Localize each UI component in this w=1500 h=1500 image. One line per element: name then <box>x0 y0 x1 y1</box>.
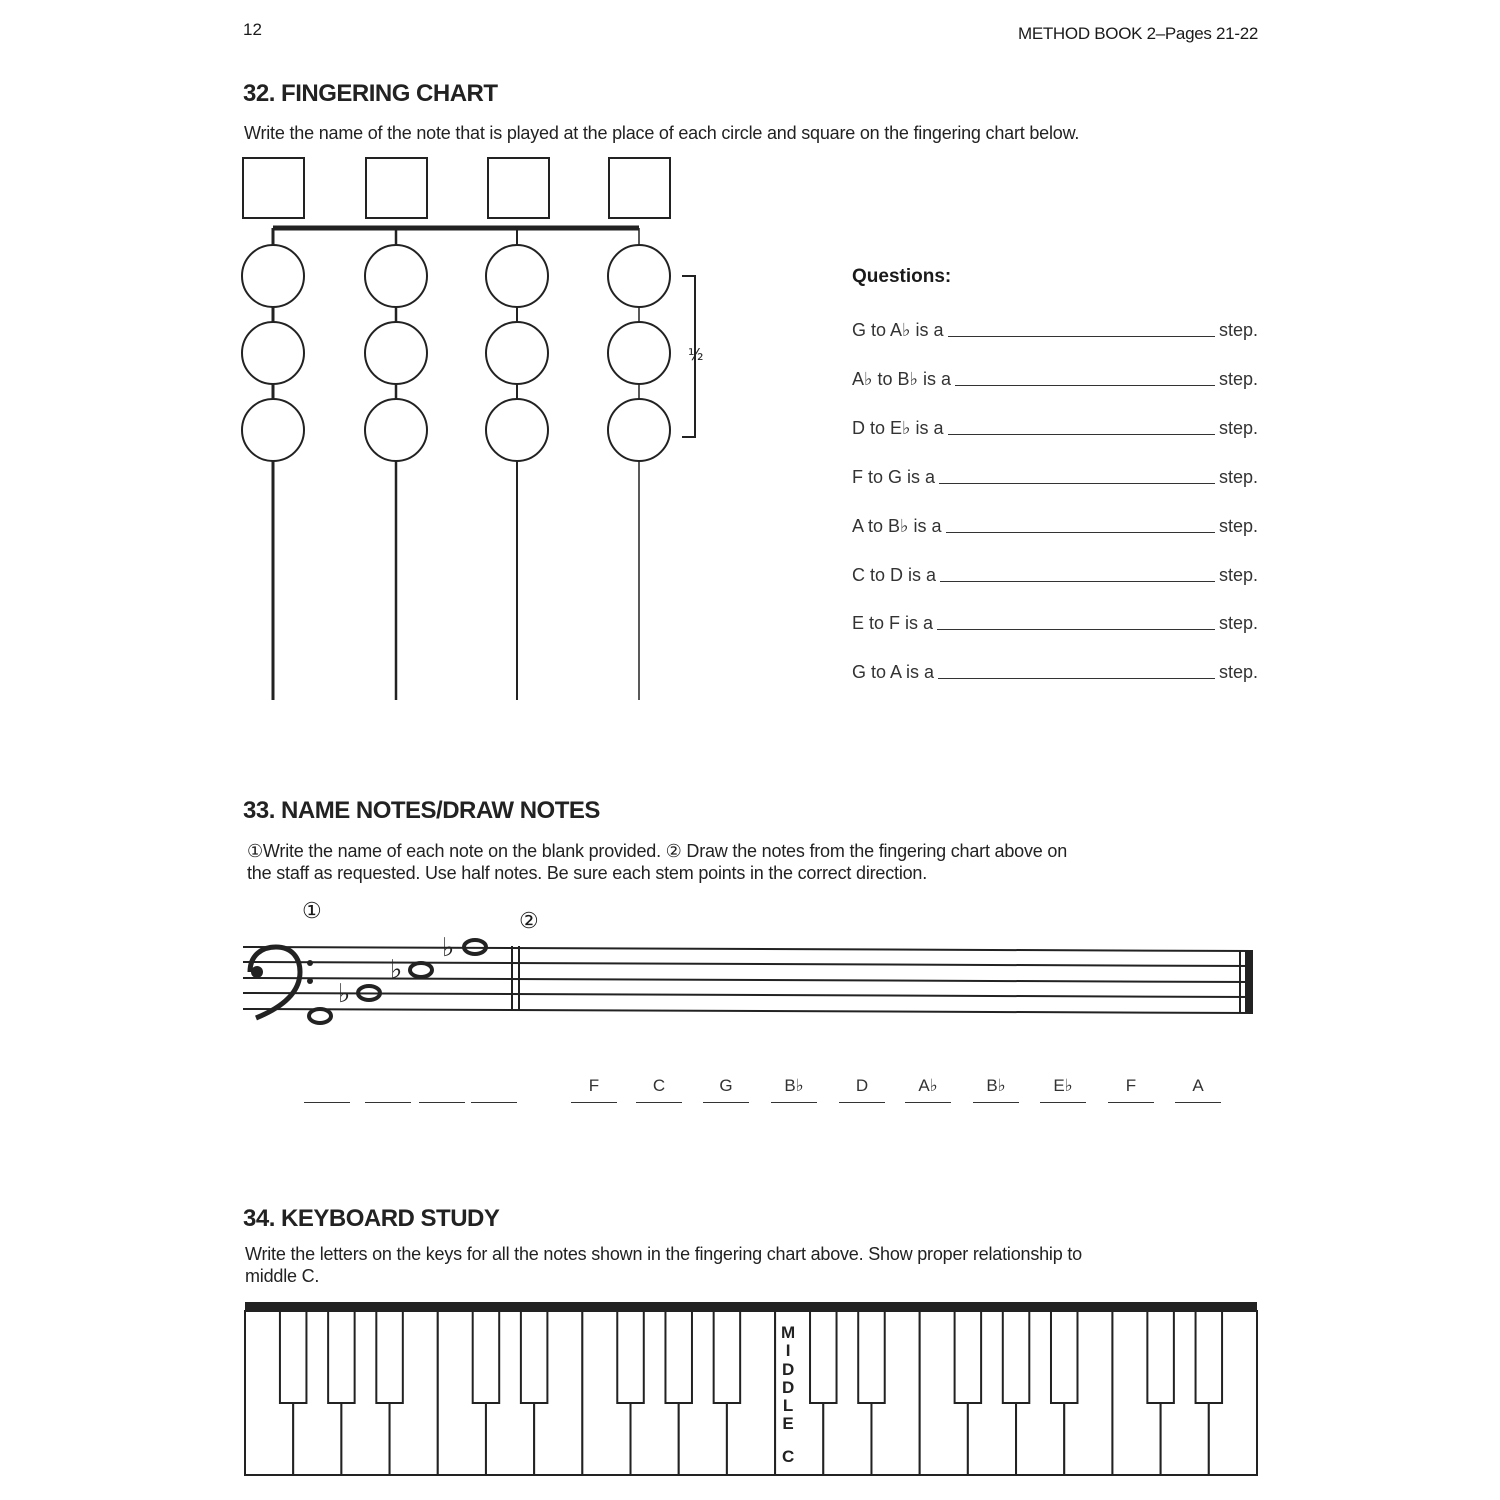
black-key[interactable] <box>1051 1311 1078 1403</box>
section-34-instruction-line2: middle C. <box>245 1266 320 1286</box>
part-2-marker: ② <box>519 908 539 933</box>
page-number: 12 <box>243 20 262 39</box>
section-32-title: 32. FINGERING CHART <box>243 80 498 107</box>
black-key[interactable] <box>714 1311 741 1403</box>
black-key[interactable] <box>376 1311 403 1403</box>
black-key[interactable] <box>617 1311 644 1403</box>
part-1-marker: ① <box>302 898 322 923</box>
requested-note-label: G <box>703 1076 749 1103</box>
middle-c-label-letter: D <box>781 1360 795 1379</box>
requested-note-label: F <box>571 1076 617 1103</box>
black-key[interactable] <box>665 1311 692 1403</box>
question-prompt: A♭ to B♭ is a <box>852 369 952 389</box>
requested-note-label: E♭ <box>1040 1076 1086 1103</box>
black-key[interactable] <box>858 1311 885 1403</box>
question-suffix: step. <box>1218 613 1258 633</box>
svg-text:♭: ♭ <box>390 955 403 985</box>
middle-c-label-letter: D <box>781 1378 795 1397</box>
black-key[interactable] <box>810 1311 837 1403</box>
question-suffix: step. <box>1218 320 1258 340</box>
question-suffix: step. <box>1218 662 1258 682</box>
question-suffix: step. <box>1218 467 1258 487</box>
middle-c-label-letter: E <box>782 1414 794 1433</box>
section-33-title: 33. NAME NOTES/DRAW NOTES <box>243 797 600 824</box>
requested-note-label: B♭ <box>973 1076 1019 1103</box>
question-prompt: D to E♭ is a <box>852 418 944 438</box>
black-key[interactable] <box>521 1311 548 1403</box>
requested-note-label: B♭ <box>771 1076 817 1103</box>
question-suffix: step. <box>1218 369 1258 389</box>
requested-note-label: A♭ <box>905 1076 951 1103</box>
question-prompt: G to A is a <box>852 662 935 682</box>
black-key[interactable] <box>1147 1311 1174 1403</box>
question-suffix: step. <box>1218 565 1258 585</box>
black-key[interactable] <box>955 1311 982 1403</box>
black-key[interactable] <box>1196 1311 1223 1403</box>
black-key[interactable] <box>328 1311 355 1403</box>
middle-c-label-letter: C <box>781 1447 795 1466</box>
half-step-label: ½ <box>688 345 704 364</box>
black-key[interactable] <box>473 1311 500 1403</box>
running-head: METHOD BOOK 2–Pages 21-22 <box>1017 24 1258 43</box>
section-34-instruction-line1: Write the letters on the keys for all the notes shown in the fingering chart above. Show proper relationship to <box>245 1244 1082 1264</box>
black-key[interactable] <box>1003 1311 1030 1403</box>
question-suffix: step. <box>1218 516 1258 536</box>
questions-heading: Questions: <box>852 266 952 287</box>
svg-text:♭: ♭ <box>338 979 351 1009</box>
section-34-title: 34. KEYBOARD STUDY <box>243 1205 500 1232</box>
requested-note-label: C <box>636 1076 682 1103</box>
question-prompt: E to F is a <box>852 613 934 633</box>
question-suffix: step. <box>1218 418 1258 438</box>
svg-text:♭: ♭ <box>442 933 455 963</box>
requested-note-label: D <box>839 1076 885 1103</box>
middle-c-label-letter: I <box>785 1341 791 1360</box>
section-33-instruction-line1: ①Write the name of each note on the blank provided. ② Draw the notes from the fingering chart above on <box>247 841 1068 861</box>
keyboard-top-bar <box>245 1302 1257 1311</box>
requested-note-label: A <box>1175 1076 1221 1103</box>
requested-note-label: F <box>1108 1076 1154 1103</box>
section-33-instruction-line2: the staff as requested. Use half notes. Be sure each stem points in the correct direction. <box>247 863 928 883</box>
black-key[interactable] <box>280 1311 307 1403</box>
question-prompt: F to G is a <box>852 467 936 487</box>
section-32-instruction: Write the name of the note that is played at the place of each circle and square on the fingering chart below. <box>244 123 1080 143</box>
question-prompt: C to D is a <box>852 565 937 585</box>
middle-c-label-letter: M <box>781 1323 796 1342</box>
question-prompt: A to B♭ is a <box>852 516 942 536</box>
middle-c-label-letter: L <box>782 1396 794 1415</box>
question-prompt: G to A♭ is a <box>852 320 944 340</box>
